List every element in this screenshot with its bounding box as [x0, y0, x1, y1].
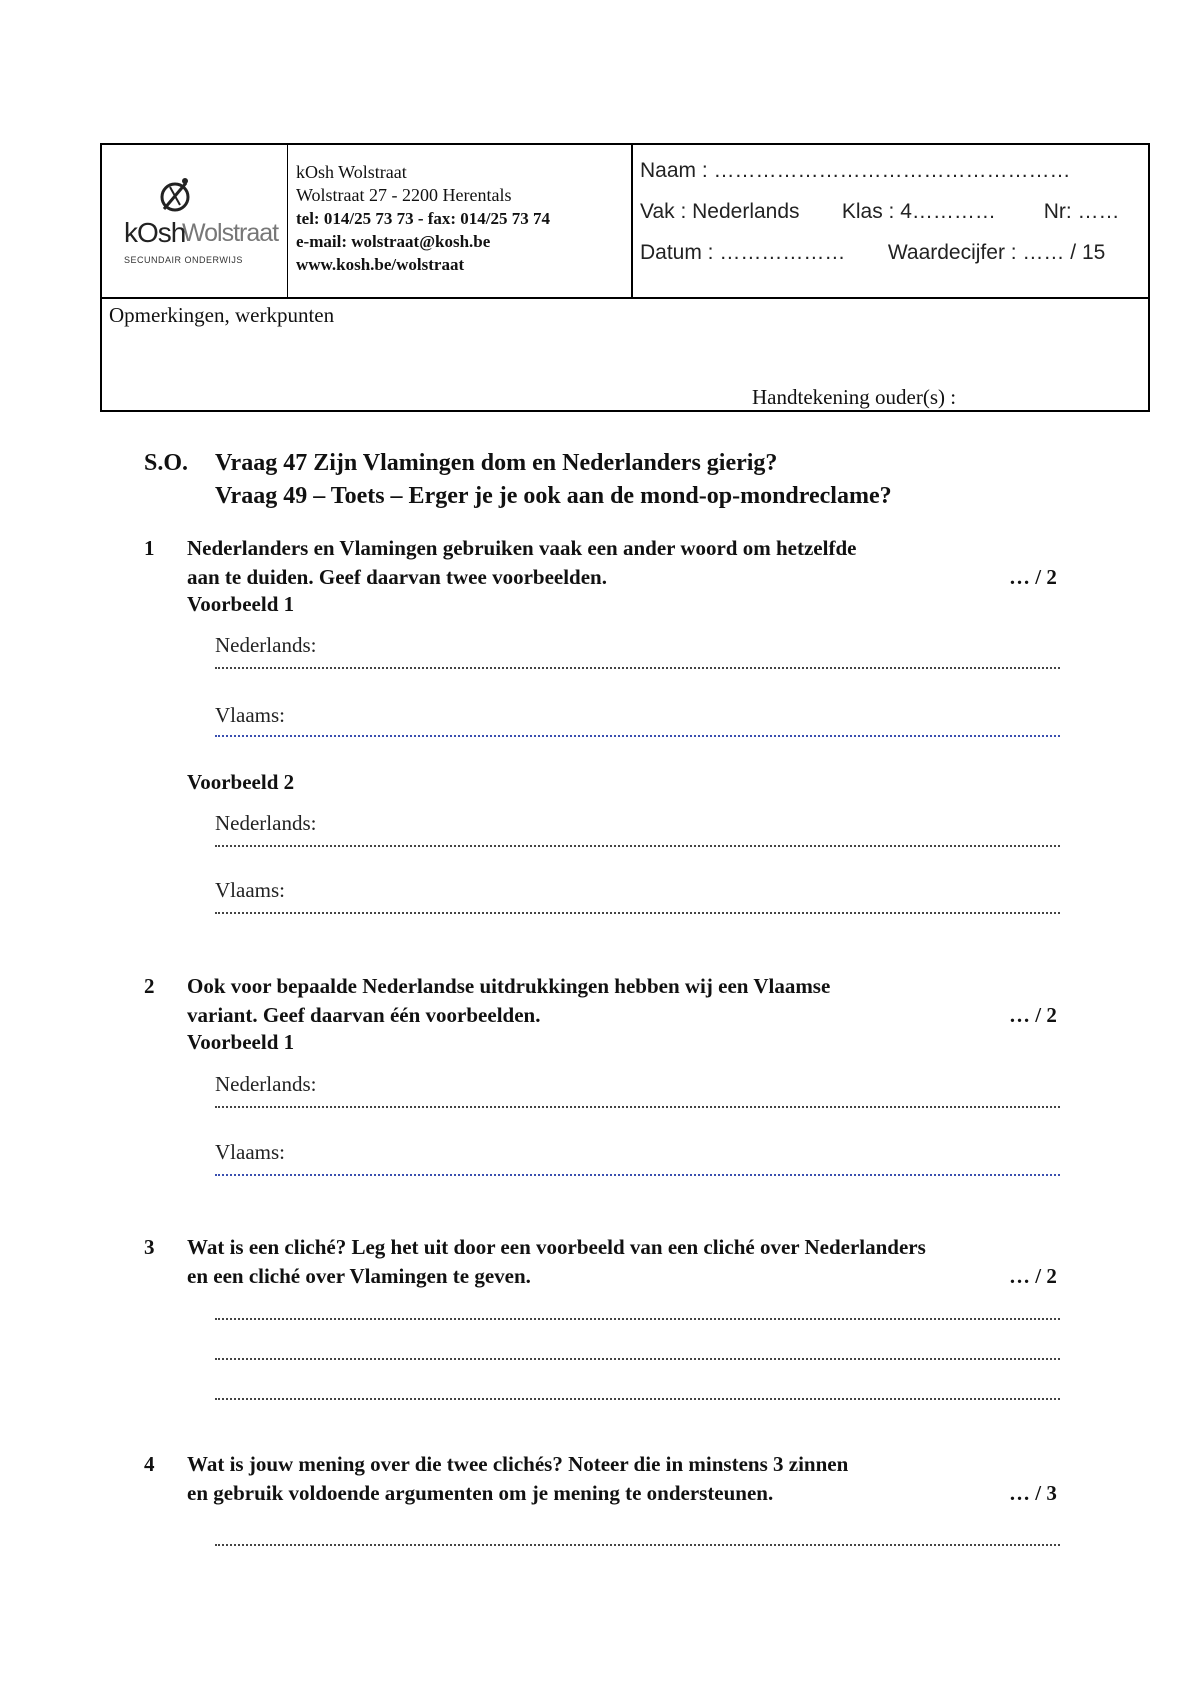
q1-ex2-dutch-label: Nederlands:: [215, 811, 317, 835]
parent-signature-label: Handtekening ouder(s) :: [752, 385, 957, 409]
subject-label: Vak : Nederlands: [640, 200, 800, 223]
q1-ex1-dutch-answer-line[interactable]: [215, 667, 1060, 669]
q1-ex2-dutch-answer-line[interactable]: [215, 845, 1060, 847]
logo-subtitle: SECUNDAIR ONDERWIJS: [124, 255, 243, 265]
school-address: Wolstraat 27 - 2200 Herentals: [296, 185, 512, 205]
question-number: 3: [144, 1235, 155, 1259]
question-number: 2: [144, 974, 155, 998]
question-text-line-1: Ook voor bepaalde Nederlandse uitdrukkingen hebben wij een Vlaamse: [187, 974, 831, 998]
logo-brand-wolstraat: Wolstraat: [182, 219, 279, 247]
question-number: 1: [144, 536, 155, 560]
name-row: [640, 159, 1150, 200]
logo-brand-kosh: kOsh: [124, 217, 186, 248]
question-score: … / 3: [1009, 1481, 1057, 1505]
q1-ex1-dutch-label: Nederlands:: [215, 633, 317, 657]
q1-ex2-flemish-label: Vlaams:: [215, 878, 285, 902]
question-number: 4: [144, 1452, 155, 1476]
subject-row: [640, 200, 1150, 241]
q1-ex2-flemish-answer-line[interactable]: [215, 912, 1060, 914]
question-text-line-2: en gebruik voldoende argumenten om je mening te ondersteunen.: [187, 1481, 774, 1505]
question-text-line-2: variant. Geef daarvan één voorbeelden.: [187, 1003, 541, 1027]
date-row: [640, 241, 1150, 282]
student-info-cell: [633, 145, 1150, 297]
q4-answer-line-1[interactable]: [215, 1544, 1060, 1546]
question-text-line-1: Nederlanders en Vlamingen gebruiken vaak een ander woord om hetzelfde: [187, 536, 857, 560]
school-email: e-mail: wolstraat@kosh.be: [296, 232, 491, 251]
school-name: kOsh Wolstraat: [296, 162, 407, 182]
school-logo: [116, 181, 279, 271]
q3-answer-line-3[interactable]: [215, 1398, 1060, 1400]
question-text-line-2: en een cliché over Vlamingen te geven.: [187, 1264, 531, 1288]
q2-flemish-label: Vlaams:: [215, 1140, 285, 1164]
header-top-row: [102, 145, 1148, 299]
class-field[interactable]: Klas : 4…………: [841, 200, 996, 223]
q1-example-2-label: Voorbeeld 2: [187, 770, 295, 794]
date-field[interactable]: Datum : ………………: [640, 241, 846, 264]
question-text-line-1: Wat is jouw mening over die twee clichés? Noteer die in minstens 3 zinnen: [187, 1452, 849, 1476]
name-field[interactable]: Naam : ……………………………………………: [640, 159, 1071, 182]
question-score: … / 2: [1009, 1264, 1057, 1288]
q2-example-1-label: Voorbeeld 1: [187, 1030, 295, 1054]
q1-ex1-flemish-answer-line[interactable]: [215, 735, 1060, 737]
question-text-line-1: Wat is een cliché? Leg het uit door een voorbeeld van een cliché over Nederlanders: [187, 1235, 926, 1259]
school-info-cell: [288, 145, 633, 297]
q2-dutch-answer-line[interactable]: [215, 1106, 1060, 1108]
q2-dutch-label: Nederlands:: [215, 1072, 317, 1096]
q3-answer-line-1[interactable]: [215, 1318, 1060, 1320]
number-field[interactable]: Nr: ……: [1043, 200, 1120, 223]
q2-flemish-answer-line[interactable]: [215, 1174, 1060, 1176]
logo-emblem-icon: [150, 175, 200, 215]
logo-cell: [102, 145, 288, 297]
question-score: … / 2: [1009, 1003, 1057, 1027]
title-line-2: Vraag 49 – Toets – Erger je je ook aan de mond-op-mondreclame?: [215, 483, 892, 509]
q1-example-1-label: Voorbeeld 1: [187, 592, 295, 616]
question-score: … / 2: [1009, 565, 1057, 589]
title-prefix: S.O.: [144, 450, 189, 476]
grade-field[interactable]: Waardecijfer : …… / 15: [887, 241, 1106, 264]
q1-ex1-flemish-label: Vlaams:: [215, 703, 285, 727]
school-phone: tel: 014/25 73 73 - fax: 014/25 73 74: [296, 209, 551, 228]
remarks-label: Opmerkingen, werkpunten: [109, 303, 335, 327]
q3-answer-line-2[interactable]: [215, 1358, 1060, 1360]
school-website: www.kosh.be/wolstraat: [296, 255, 465, 274]
header-box: [100, 143, 1150, 412]
question-text-line-2: aan te duiden. Geef daarvan twee voorbeelden.: [187, 565, 607, 589]
title-line-1: Vraag 47 Zijn Vlamingen dom en Nederlanders gierig?: [215, 450, 778, 476]
